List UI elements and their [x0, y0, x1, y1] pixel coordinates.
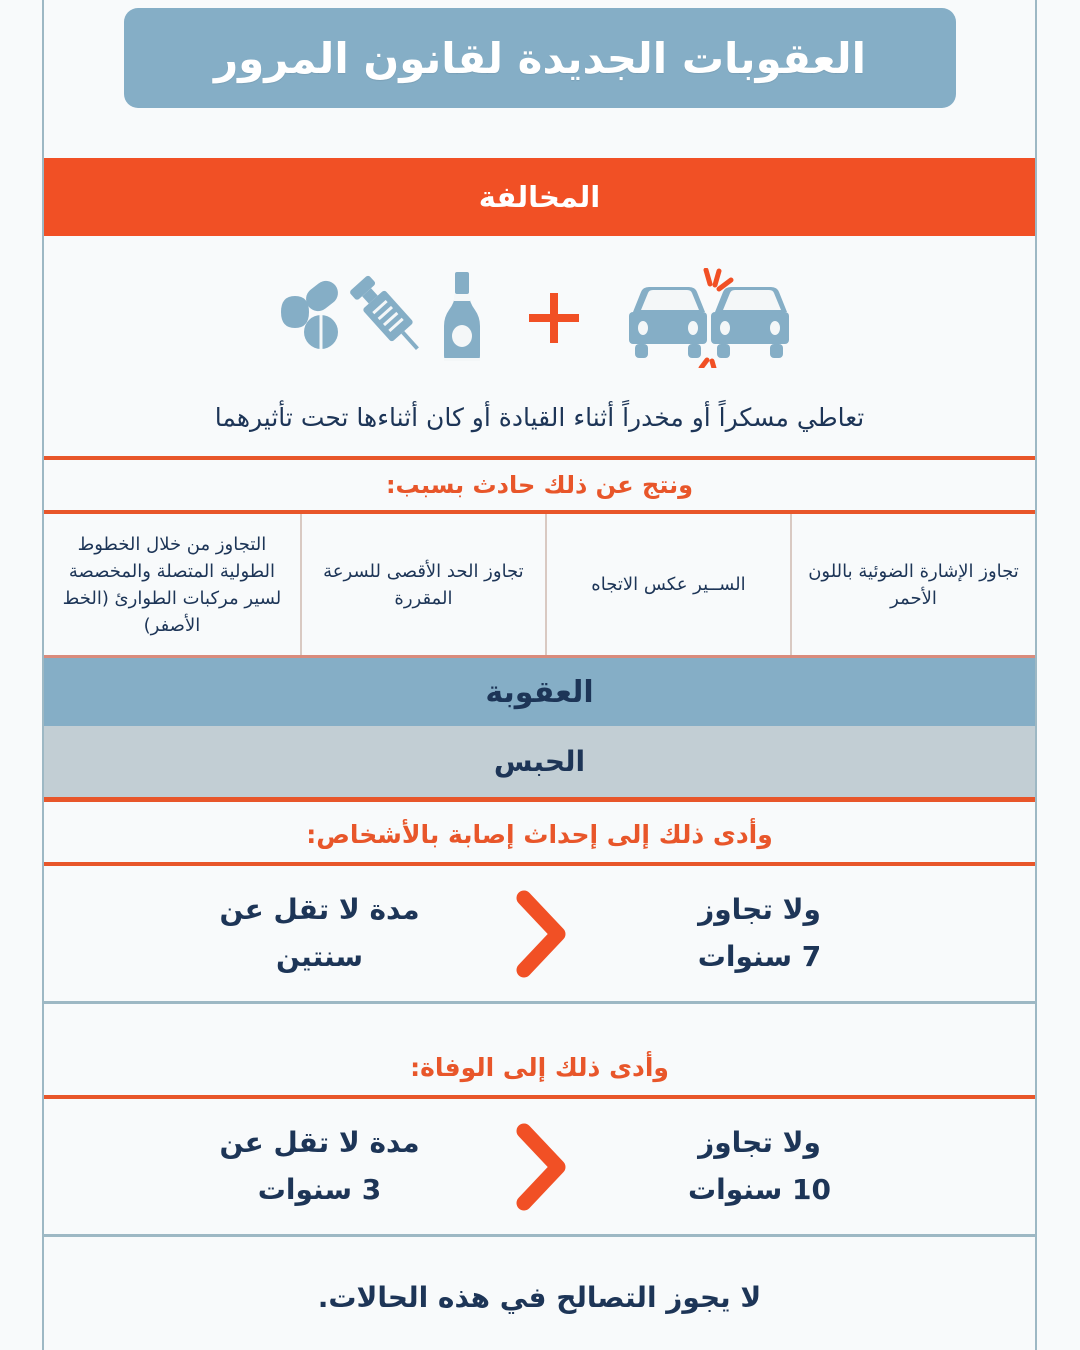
chevron-right-icon-injury [485, 888, 595, 980]
violation-header-label: المخالفة [478, 180, 601, 214]
cause-cell-yellow-line: التجاوز من خلال الخطوط الطولية المتصلة والمخصصة لسير مركبات الطوارئ (الخط الأصفر) [62, 533, 282, 636]
syringe-icon [345, 268, 431, 368]
cause-columns-row [44, 514, 1035, 658]
penalty-max-injury [595, 887, 925, 979]
case-heading-death [44, 1039, 1035, 1099]
substances-icon-group [275, 266, 493, 370]
penalty-min-injury-label: مدة لا تقل عن [219, 893, 420, 927]
penalty-max-death [595, 1120, 925, 1212]
penalty-max-death-value: 10 سنوات [688, 1172, 831, 1206]
cause-cell-speeding: تجاوز الحد الأقصى للسرعة المقررة [300, 514, 545, 655]
penalty-min-injury [155, 887, 485, 979]
pills-icon [275, 276, 345, 360]
cause-heading-label: ونتج عن ذلك حادث بسبب: [385, 471, 694, 499]
page-right-rule [1035, 0, 1037, 1350]
case-heading-injury [44, 806, 1035, 866]
case-heading-death-label: وأدى ذلك إلى الوفاة: [410, 1052, 669, 1082]
page-title-banner [124, 8, 956, 108]
cause-cell-wrong-way: الســير عكس الاتجاه [545, 514, 790, 655]
penalty-min-death-label: مدة لا تقل عن [219, 1126, 420, 1160]
violation-icon-strip [44, 255, 1035, 380]
penalty-min-injury-value: سنتين [275, 939, 364, 973]
penalty-row-death [44, 1099, 1035, 1237]
plus-icon [517, 287, 591, 349]
page-title: العقوبات الجديدة لقانون المرور [213, 33, 867, 83]
penalty-header-label: العقوبة [485, 674, 594, 710]
penalty-min-death [155, 1120, 485, 1212]
violation-header-band [44, 158, 1035, 236]
penalty-max-injury-value: 7 سنوات [697, 939, 822, 973]
penalty-max-death-label: ولا تجاوز [698, 1126, 821, 1160]
chevron-right-icon-death [485, 1121, 595, 1213]
penalty-type-band [44, 726, 1035, 802]
cause-heading-band [44, 456, 1035, 514]
violation-description: تعاطي مسكراً أو مخدراً أثناء القيادة أو كان أثناءها تحت تأثيرهما [214, 403, 865, 432]
penalty-header-band [44, 658, 1035, 726]
penalty-row-injury [44, 866, 1035, 1004]
cause-cell-red-light: تجاوز الإشارة الضوئية باللون الأحمر [790, 514, 1035, 655]
penalty-min-death-value: 3 سنوات [257, 1172, 382, 1206]
penalty-type-label: الحبس [493, 745, 586, 778]
penalty-max-injury-label: ولا تجاوز [698, 893, 821, 927]
footer-note: لا يجوز التصالح في هذه الحالات. [317, 1281, 762, 1314]
case-heading-injury-label: وأدى ذلك إلى إحداث إصابة بالأشخاص: [306, 819, 773, 849]
car-crash-icon [615, 268, 805, 368]
bottle-icon [431, 266, 493, 370]
